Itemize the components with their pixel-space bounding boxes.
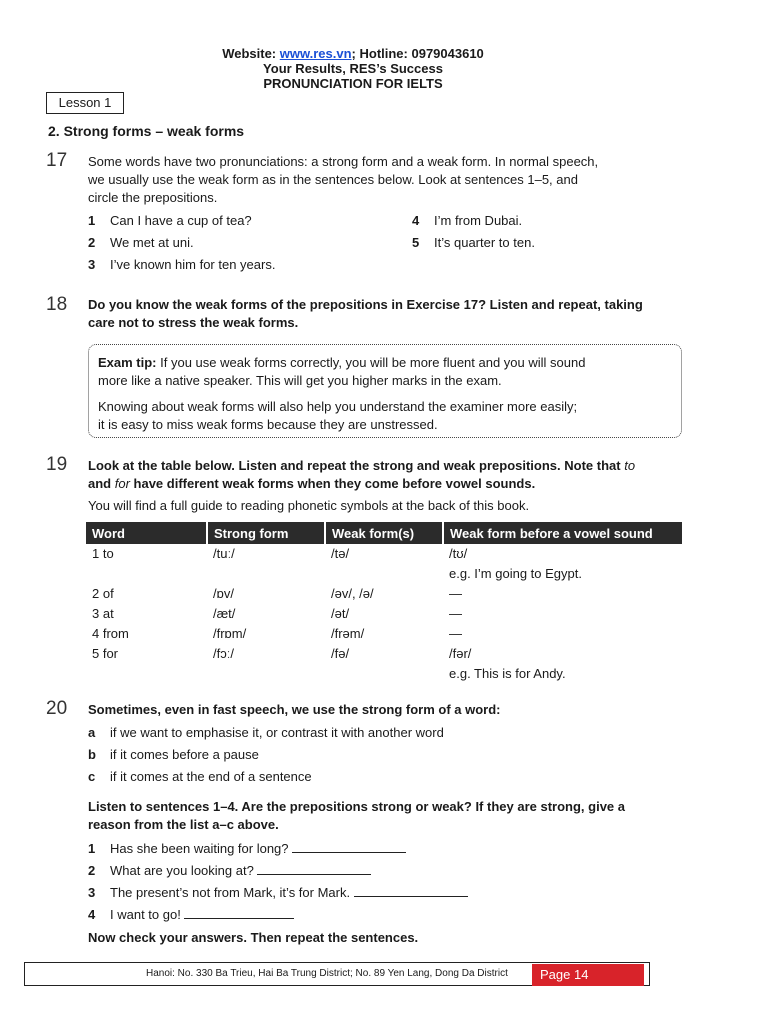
header-word: Word xyxy=(86,522,207,544)
list-item: 3 I’ve known him for ten years. xyxy=(88,257,276,272)
table-row: 4 from /frɒm/ /frəm/ — xyxy=(92,626,462,641)
table-row: 5 for /fɔː/ /fə/ /fər/ e.g. This is for Andy. xyxy=(92,646,566,681)
lesson-label: Lesson 1 xyxy=(46,92,124,114)
exercise-20-closing: Now check your answers. Then repeat the sentences. xyxy=(88,930,419,945)
list-item: 3 The present’s not from Mark, it’s for Mark. xyxy=(88,884,468,902)
header-weak-before-vowel: Weak form before a vowel sound xyxy=(443,522,682,544)
exercise-number-20: 20 xyxy=(46,698,68,719)
header-weak-forms: Weak form(s) xyxy=(325,522,443,544)
exercise-20-instructions: Listen to sentences 1–4. Are the prepositions strong or weak? If they are strong, give a reason from the list a–c above. xyxy=(88,799,625,832)
exercise-19-instructions: Look at the table below. Listen and repeat the strong and weak prepositions. Note that to and for have different weak forms when they come before vowel sounds. You will find a full guide to reading phonetic symbols at the back of this book. xyxy=(88,458,636,513)
header-course: PRONUNCIATION FOR IELTS xyxy=(263,76,443,91)
list-item: 2 We met at uni. xyxy=(88,235,194,250)
weak-forms-table xyxy=(86,522,682,684)
answer-blank[interactable] xyxy=(257,862,371,875)
list-item: c if it comes at the end of a sentence xyxy=(88,769,312,784)
exercise-number-18: 18 xyxy=(46,294,68,315)
header-contact: Website: www.res.vn; Hotline: 0979043610 xyxy=(222,46,484,61)
header-strong-form: Strong form xyxy=(207,522,325,544)
table-header-row xyxy=(86,522,682,544)
table-row: 2 of /ɒv/ /əv/, /ə/ — xyxy=(92,586,462,601)
list-item: a if we want to emphasise it, or contrast it with another word xyxy=(88,725,444,740)
answer-blank[interactable] xyxy=(292,840,406,853)
list-item: b if it comes before a pause xyxy=(88,747,259,762)
header-slogan: Your Results, RES’s Success xyxy=(263,61,443,76)
list-item: 5 It’s quarter to ten. xyxy=(412,235,535,250)
answer-blank[interactable] xyxy=(354,884,468,897)
exercise-20-intro: Sometimes, even in fast speech, we use the strong form of a word: xyxy=(88,702,501,717)
list-item: 2 What are you looking at? xyxy=(88,862,371,880)
exercise-18-instructions: Do you know the weak forms of the prepositions in Exercise 17? Listen and repeat, taking care not to stress the weak forms. xyxy=(88,297,643,330)
section-title: 2. Strong forms – weak forms xyxy=(48,123,245,139)
exercise-17-instructions: Some words have two pronunciations: a strong form and a weak form. In normal speech, we usually use the weak form as in the sentences below. Look at sentences 1–5, and circle the prepositions. xyxy=(88,154,599,205)
list-item: 4 I’m from Dubai. xyxy=(412,213,523,228)
answer-blank[interactable] xyxy=(184,906,294,919)
list-item: 1 Can I have a cup of tea? xyxy=(88,213,252,228)
exercise-number-19: 19 xyxy=(46,454,68,475)
list-item: 1 Has she been waiting for long? xyxy=(88,840,406,858)
page-number: Page 14 xyxy=(532,964,644,986)
list-item: 4 I want to go! xyxy=(88,906,294,924)
exam-tip-text: Exam tip: If you use weak forms correctly, you will be more fluent and you will sound more like a native speaker. This will get you higher marks in the exam. Knowing about weak forms will also help you understand the examiner more easily; it is easy to miss weak forms because they are unstressed. xyxy=(98,355,586,432)
website-link[interactable]: www.res.vn xyxy=(279,46,352,61)
table-row: 1 to /tuː/ /tə/ /tʊ/ e.g. I’m going to Egypt. xyxy=(92,546,582,581)
footer-address: Hanoi: No. 330 Ba Trieu, Hai Ba Trung District; No. 89 Yen Lang, Dong Da District xyxy=(146,968,508,979)
table-row: 3 at /æt/ /ət/ — xyxy=(92,606,462,621)
exercise-number-17: 17 xyxy=(46,150,68,171)
